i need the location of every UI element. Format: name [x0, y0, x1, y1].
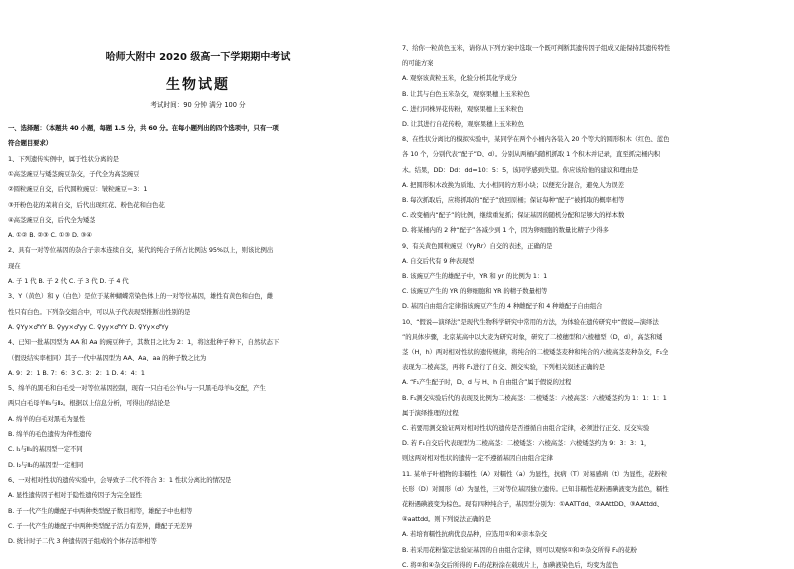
- text-line: ④aattdd。则下列说法正确的是: [402, 515, 491, 524]
- text-line: A. 绵羊的白毛对黑毛为显性: [8, 414, 86, 423]
- text-line: 2、具有一对等位基因的杂合子亲本连续自交，某代的纯合子所占比例达 95%以上，则该比例出: [8, 246, 274, 255]
- text-line: A. 自交后代有 9 种表现型: [402, 256, 475, 265]
- text-line: ”的具体步骤，北京某高中以大麦为研究对象，研究了二棱穗型和六棱穗型（D，d），高茎和矮: [402, 332, 663, 341]
- text-line: 7、给你一粒黄色玉米，请你从下列方案中选取一个既可判断其遗传因子组成又能保持其遗传特性: [402, 44, 671, 52]
- text-line: A. 9：2：1 B. 7：6：3 C. 3：2：1 D. 4：4：1: [8, 368, 145, 377]
- text-line: C. Ⅰ₁与Ⅱ₁的基因型一定不同: [8, 445, 83, 454]
- text-line: A. 观察该黄粒玉米，化验分析其化学成分: [402, 74, 517, 83]
- text-line: 符合题目要求）: [8, 139, 53, 148]
- text-line: C. 进行同株异花传粉，观察果穗上玉米粒色: [402, 104, 524, 113]
- text-line: ①高茎豌豆与矮茎豌豆杂交，子代全为高茎豌豆: [8, 169, 140, 178]
- text-line: ④高茎豌豆自交，后代全为矮茎: [8, 215, 96, 224]
- exam-info: 考试时间：90 分钟 满分 100 分: [150, 101, 246, 109]
- text-line: A. 显性遗传因子相对于隐性遗传因子为完全显性: [8, 491, 142, 500]
- text-line: A. ♀Yy×♂YY B. ♀yy×♂yy C. ♀yy×♂YY D. ♀Yy×♂Yy: [8, 322, 169, 331]
- text-line: 长形（D）对圆形（d）为显性，三对等位基因独立遗传。已知非糯性花粉遇碘液变为蓝色，糯性: [402, 484, 669, 493]
- text-line: 现在: [8, 261, 21, 270]
- school-title: 哈师大附中 2020 级高一下学期期中考试: [105, 52, 291, 63]
- text-line: A. ①② B. ②③ C. ①③ D. ③④: [8, 231, 92, 240]
- text-line: 1、下列遗传实例中，属于性状分离的是: [8, 154, 119, 163]
- text-line: 8、在性状分离比的模拟实验中，某同学在两个小桶内各装入 20 个等大的圆形积木（红色、蓝色: [402, 135, 670, 144]
- text-line: 两只白毛母羊Ⅱ₁与Ⅱ₂。根据以上信息分析，可得出的结论是: [8, 399, 170, 408]
- text-line: 木。结果，DD：Dd：dd=10：5：5，该同学感到失望。你应该给他的建议和理由是: [402, 165, 639, 174]
- text-line: D. 让其进行自花传粉，观察果穗上玉米粒色: [402, 120, 524, 128]
- text-line: ②圆粒豌豆自交，后代圆粒豌豆：皱粒豌豆＝3：1: [8, 185, 148, 194]
- text-line: 11. 某单子叶植物的非糯性（A）对糯性（a）为显性，抗病（T）对易感病（t）为显性，花粉粒: [402, 469, 668, 478]
- text-line: C. 改变桶内“配子”的比例，继续重复抓；保证基因的随机分配和足够大的样本数: [402, 211, 625, 220]
- text-line: 10、“假说—演绎法”是现代生物科学研究中常用的方法，为体验在遗传研究中“假说—演绎法: [402, 317, 659, 326]
- text-line: 的可能方案: [402, 59, 434, 68]
- text-line: B. 该豌豆产生的雄配子中，YR 和 yr 的比例为 1：1: [402, 272, 548, 280]
- text-line: 各 10 个，分别代表“配子”D、d）。分别从两桶内随机抓取 1 个积木并记录，直至抓完桶内积: [402, 150, 661, 159]
- text-line: A. 若培育糯性抗病优良品种，应选用①和④亲本杂交: [402, 530, 548, 539]
- text-line: （假设结实率相同）其子一代中基因型为 AA、Aa、aa 的种子数之比为: [8, 353, 207, 362]
- text-line: 9、有关黄色圆粒豌豆（YyRr）自交的表述，正确的是: [402, 241, 553, 250]
- text-line: C. 将②和④杂交后所得的 F₁的花粉涂在载玻片上，加碘液染色后，均变为蓝色: [402, 560, 619, 569]
- text-line: D. 统计时子二代 3 种遗传因子组成的个体存活率相等: [8, 537, 157, 546]
- text-line: 5、绵羊的黑毛和白毛受一对等位基因控制，现有一只白毛公羊Ⅰ₁与一只黑毛母羊Ⅰ₂交配，产生: [8, 384, 266, 393]
- text-line: A. 把圆形积木改换为质地、大小相同的方形小块；以便充分混合，避免人为误差: [402, 180, 624, 189]
- text-line: 4、已知一批基因型为 AA 和 Aa 的豌豆种子，其数目之比为 2：1，将这批种子种下，自然状态下: [8, 338, 280, 347]
- text-line: A. “F₁产生配子时，D、d 与 H、h 自由组合”属于假说的过程: [402, 378, 572, 387]
- text-line: D. Ⅰ₂与Ⅱ₂的基因型一定相同: [8, 460, 84, 469]
- text-line: B. 让其与白色玉米杂交，观察果穗上玉米粒色: [402, 89, 530, 98]
- text-line: 一、选择题：（本题共 40 小题，每题 1.5 分，共 60 分。在每小题列出的四个选项中，只有一项: [8, 124, 279, 132]
- text-line: C. 若要用测交验证两对相对性状的遗传是否遵循自由组合定律，必须进行正交、反交实验: [402, 424, 650, 432]
- text-line: A. 子 1 代 B. 子 2 代 C. 子 3 代 D. 子 4 代: [8, 277, 129, 285]
- text-line: 花粉遇碘液变为棕色。现有四种纯合子，基因型分别为：①AATTdd、②AAttDD、③AAttdd、: [402, 500, 664, 508]
- text-line: D. 将某桶内的 2 种“配子”各减少到 1 个，因为卵细胞的数量比精子少得多: [402, 226, 609, 235]
- text-line: 属于演绎推理的过程: [402, 408, 459, 417]
- text-line: 性只有白色。下列杂交组合中，可以从子代表现型推断出性别的是: [8, 307, 191, 316]
- text-line: C. 该豌豆产生的 YR 的卵细胞和 YR 的精子数量相等: [402, 287, 548, 296]
- text-line: B. 每次抓取后，应将抓取的“配子”放回原桶；保证每种“配子”被抓取的概率相等: [402, 196, 625, 204]
- text-line: 则这两对相对性状的遗传一定不遵循基因自由组合定律: [402, 454, 553, 463]
- text-line: 表现为二棱高茎，再将 F₁进行了自交、测交实验，下列相关叙述正确的是: [402, 363, 605, 372]
- text-line: 茎（H，h）两对相对性状的遗传规律，将纯合的二棱矮茎麦种和纯合的六棱高茎麦种杂交，F₁全: [402, 348, 669, 356]
- subject-title: 生物试题: [166, 77, 230, 93]
- text-line: D. 基因自由组合定律指该豌豆产生的 4 种雌配子和 4 种雄配子自由组合: [402, 302, 603, 311]
- text-line: D. 若 F₁自交后代表现型为二棱高茎：二棱矮茎：六棱高茎：六棱矮茎约为 9：3：3：1，: [402, 439, 651, 448]
- text-line: C. 子一代产生的雄配子中两种类型配子活力有差异，雌配子无差异: [8, 521, 193, 530]
- text-line: B. 绵羊的毛色遗传为伴性遗传: [8, 430, 92, 438]
- text-line: ③开粉色花的茉莉自交，后代出现红花、粉色花和白色花: [8, 200, 165, 209]
- text-line: 3、Y（黄色）和 y（白色）是位于某种蝴蝶常染色体上的一对等位基因，雄性有黄色和白色，雌: [8, 292, 274, 301]
- text-line: B. 若采用花粉鉴定法验证基因的自由组合定律，则可以观察①和②杂交所得 F₁的花粉: [402, 545, 637, 554]
- text-line: 6、一对相对性状的遗传实验中，会导致子二代不符合 3：1 性状分离比的情况是: [8, 475, 232, 484]
- text-line: B. 子一代产生的雌配子中两种类型配子数目相等，雄配子中也相等: [8, 506, 193, 515]
- text-line: B. F₁测交实验后代的表现及比例为二棱高茎：二棱矮茎：六棱高茎：六棱矮茎约为 1：1：1：1: [402, 393, 667, 402]
